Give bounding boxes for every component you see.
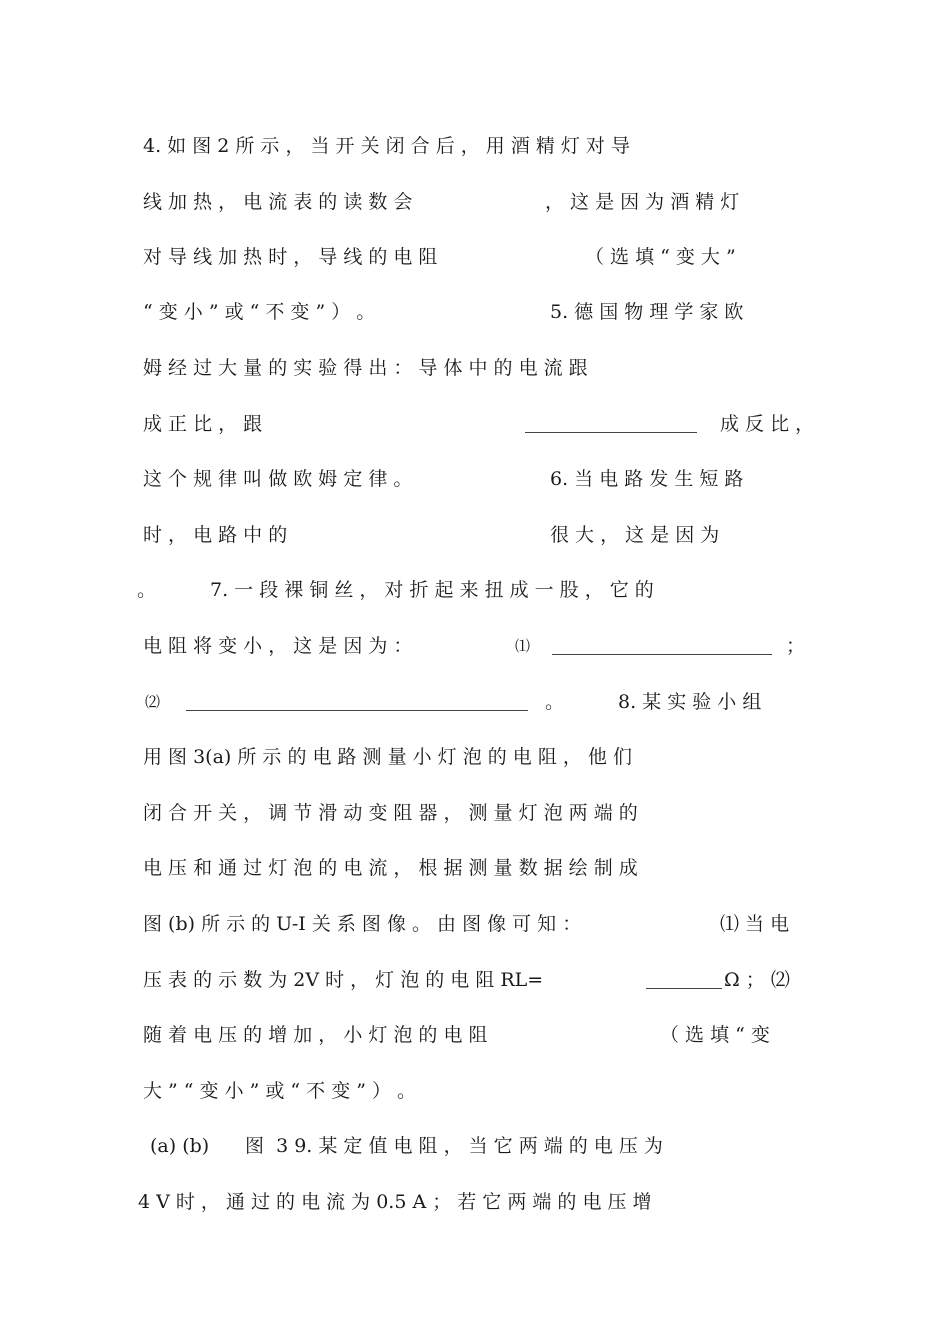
text-segment: 压 表 的 示 数 为 2V 时 ， 灯 泡 的 电 阻 RL= [143,969,544,991]
text-segment: ⑴ 当 电 [720,913,790,935]
text-segment: 成 正 比 ， 跟 [143,413,263,435]
answer-blank [646,988,722,989]
text-segment: 用 图 3(a) 所 示 的 电 路 测 量 小 灯 泡 的 电 阻 ， 他 们 [143,746,632,768]
text-segment: 姆 经 过 大 量 的 实 验 得 出 ： 导 体 中 的 电 流 跟 [143,357,588,379]
answer-blank [186,710,528,711]
text-segment: 对 导 线 加 热 时 ， 导 线 的 电 阻 [143,246,438,268]
text-segment: 5. 德 国 物 理 学 家 欧 [550,301,744,323]
text-segment: （ 选 填 “ 变 [660,1024,770,1046]
text-segment: ； [786,635,806,657]
text-segment: 7. 一 段 裸 铜 丝 ， 对 折 起 来 扭 成 一 股 ， 它 的 [210,579,654,601]
text-line [0,1023,950,1063]
text-segment: 闭 合 开 关 ， 调 节 滑 动 变 阻 器 ， 测 量 灯 泡 两 端 的 [143,802,638,824]
text-line [0,245,950,285]
text-segment: 线 加 热 ， 电 流 表 的 读 数 会 [143,191,413,213]
text-line [0,412,950,452]
text-segment: 电 压 和 通 过 灯 泡 的 电 流 ， 根 据 测 量 数 据 绘 制 成 [143,857,638,879]
answer-blank [552,654,772,655]
text-line [0,634,950,674]
text-segment: 大 ” “ 变 小 ” 或 “ 不 变 ” ） 。 [143,1080,417,1102]
text-segment: 这 个 规 律 叫 做 欧 姆 定 律 。 [143,468,413,490]
text-segment: 8. 某 实 验 小 组 [618,691,762,713]
text-segment: (a) (b) [150,1135,210,1157]
text-segment: 。 [545,691,565,713]
text-segment: ⑵ [145,693,161,711]
text-line [0,801,950,841]
text-line [0,745,950,785]
text-line [0,134,950,174]
text-segment: Ω ； ⑵ [724,969,790,991]
text-segment: 成 反 比 ， [720,413,815,435]
text-line [0,467,950,507]
text-segment: 6. 当 电 路 发 生 短 路 [550,468,744,490]
text-line [0,856,950,896]
text-line [0,578,950,618]
text-segment: 。 [137,579,157,601]
text-line [0,1190,950,1230]
text-line [0,1079,950,1119]
text-segment: 电 阻 将 变 小 ， 这 是 因 为 ： [143,635,413,657]
text-line [0,523,950,563]
text-segment: ⑴ [515,637,531,655]
text-segment: ， 这 是 因 为 酒 精 灯 [545,191,740,213]
text-segment: （ 选 填 “ 变 大 ” [585,246,736,268]
text-line [0,300,950,340]
text-line [0,356,950,396]
text-segment: 4. 如 图 2 所 示 ， 当 开 关 闭 合 后 ， 用 酒 精 灯 对 导 [143,135,630,157]
text-segment: “ 变 小 ” 或 “ 不 变 ” ） 。 [143,301,376,323]
text-segment: 图 3 9. 某 定 值 电 阻 ， 当 它 两 端 的 电 压 为 [245,1135,663,1157]
answer-blank [525,432,697,433]
text-line [0,912,950,952]
text-line [0,968,950,1008]
text-segment: 时 ， 电 路 中 的 [143,524,288,546]
text-segment: 图 (b) 所 示 的 U-I 关 系 图 像 。 由 图 像 可 知 ： [143,913,582,935]
text-line [0,190,950,230]
text-segment: 4 V 时 ， 通 过 的 电 流 为 0.5 A ； 若 它 两 端 的 电 压 增 [138,1191,652,1213]
text-line [0,1134,950,1174]
text-segment: 随 着 电 压 的 增 加 ， 小 灯 泡 的 电 阻 [143,1024,488,1046]
text-segment: 很 大 ， 这 是 因 为 [550,524,720,546]
text-line [0,690,950,730]
